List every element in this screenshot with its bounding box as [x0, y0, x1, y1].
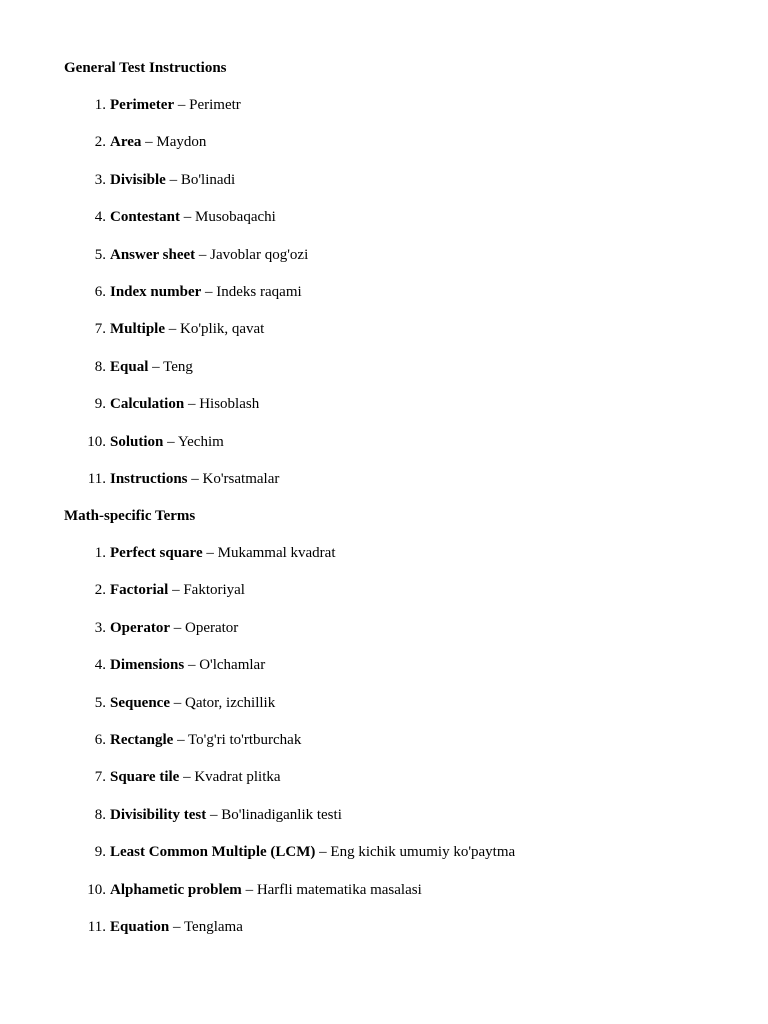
item-number: 9.: [94, 396, 106, 413]
uzbek-translation: Eng kichik umumiy ko'paytma: [330, 844, 516, 861]
term-separator: –: [315, 844, 331, 861]
term-entry: [110, 470, 279, 488]
term-separator: –: [148, 358, 164, 375]
uzbek-translation: Harfli matematika masalasi: [256, 881, 422, 898]
list-item: [0, 619, 768, 656]
item-number: 1.: [94, 545, 106, 561]
term-separator: –: [141, 134, 157, 151]
term-entry: [110, 694, 275, 712]
english-term: Operator: [110, 619, 170, 636]
term-separator: –: [169, 619, 185, 636]
list-item: [0, 320, 768, 357]
english-term: Index number: [110, 283, 202, 300]
term-entry: [110, 806, 342, 824]
term-entry: [110, 918, 243, 936]
english-term: Equation: [110, 918, 170, 935]
term-separator: –: [201, 283, 217, 300]
item-number: 6.: [94, 731, 106, 748]
term-separator: –: [184, 657, 200, 674]
term-separator: –: [169, 918, 184, 935]
term-entry: [110, 358, 193, 376]
item-number: 3.: [94, 619, 106, 636]
item-number: 8.: [94, 806, 106, 823]
list-item: [0, 731, 768, 768]
english-term: Answer sheet: [110, 246, 196, 263]
list-item: [0, 843, 768, 880]
list-item: [0, 694, 768, 731]
english-term: Area: [110, 134, 142, 151]
uzbek-translation: Bo'linadi: [180, 171, 236, 188]
term-separator: –: [184, 396, 200, 413]
english-term: Instructions: [110, 470, 188, 487]
list-item: [0, 433, 768, 470]
term-entry: [110, 544, 336, 562]
list-item: [0, 544, 768, 581]
english-term: Dimensions: [110, 657, 185, 674]
term-entry: [110, 581, 245, 599]
uzbek-translation: Ko'rsatmalar: [202, 470, 280, 487]
term-separator: –: [174, 97, 190, 113]
term-entry: [110, 133, 206, 151]
english-term: Contestant: [110, 209, 180, 226]
term-separator: –: [165, 321, 180, 338]
english-term: Square tile: [110, 769, 180, 786]
list-item: [0, 133, 768, 170]
item-number: 4.: [94, 209, 106, 226]
english-term: Sequence: [110, 694, 170, 711]
english-term: Least Common Multiple (LCM): [110, 844, 316, 861]
term-entry: [110, 246, 308, 264]
english-term: Solution: [110, 433, 164, 450]
term-entry: [110, 208, 276, 226]
uzbek-translation: Operator: [184, 619, 239, 636]
list-item: [0, 581, 768, 618]
item-number: 7.: [94, 321, 106, 338]
english-term: Factorial: [110, 582, 169, 599]
term-entry: [110, 843, 515, 861]
section-heading-math-specific-terms: Math-specific Terms: [64, 508, 196, 524]
item-number: 4.: [94, 657, 106, 674]
uzbek-translation: Perimetr: [189, 97, 241, 113]
term-separator: –: [170, 694, 185, 711]
list-item: [0, 171, 768, 208]
item-number: 11.: [87, 918, 106, 935]
term-entry: [110, 171, 235, 189]
term-entry: [110, 320, 264, 338]
term-entry: [110, 881, 422, 899]
uzbek-translation: Qator, izchillik: [185, 694, 276, 711]
term-entry: [110, 619, 238, 637]
english-term: Multiple: [110, 321, 165, 338]
list-item: [0, 358, 768, 395]
uzbek-translation: To'g'ri to'rtburchak: [188, 731, 302, 748]
list-item: [0, 806, 768, 843]
term-entry: [110, 731, 301, 749]
term-separator: –: [202, 545, 218, 561]
uzbek-translation: Yechim: [177, 433, 224, 450]
list-item: [0, 246, 768, 283]
uzbek-translation: Faktoriyal: [183, 582, 245, 599]
item-number: 5.: [94, 246, 106, 263]
english-term: Equal: [110, 358, 149, 375]
english-term: Rectangle: [110, 731, 174, 748]
item-number: 3.: [94, 171, 106, 188]
term-list-math: [0, 544, 768, 955]
term-separator: –: [180, 209, 195, 226]
list-item: [0, 768, 768, 805]
list-item: [0, 918, 768, 955]
english-term: Perimeter: [110, 97, 175, 113]
term-separator: –: [168, 582, 184, 599]
list-item: [0, 283, 768, 320]
english-term: Divisibility test: [110, 806, 207, 823]
item-number: 8.: [94, 358, 106, 375]
english-term: Calculation: [110, 396, 185, 413]
item-number: 6.: [94, 283, 106, 300]
item-number: 2.: [94, 582, 106, 599]
uzbek-translation: Javoblar qog'ozi: [210, 246, 309, 263]
english-term: Divisible: [110, 171, 166, 188]
uzbek-translation: Teng: [163, 358, 193, 375]
term-list-general: [0, 96, 768, 507]
uzbek-translation: Hisoblash: [199, 396, 260, 413]
item-number: 5.: [94, 694, 106, 711]
term-entry: [110, 768, 281, 786]
term-separator: –: [241, 881, 257, 898]
item-number: 10.: [87, 881, 106, 898]
uzbek-translation: Bo'linadiganlik testi: [221, 806, 342, 823]
list-item: [0, 470, 768, 507]
term-separator: –: [179, 769, 195, 786]
term-separator: –: [163, 433, 178, 450]
term-entry: [110, 433, 224, 451]
list-item: [0, 656, 768, 693]
term-entry: [110, 395, 259, 413]
list-item: [0, 881, 768, 918]
uzbek-translation: Maydon: [156, 134, 207, 151]
uzbek-translation: Ko'plik, qavat: [180, 321, 265, 338]
term-separator: –: [206, 806, 222, 823]
item-number: 2.: [94, 134, 106, 151]
term-entry: [110, 656, 265, 674]
item-number: 11.: [87, 470, 106, 487]
uzbek-translation: Musobaqachi: [195, 209, 276, 226]
term-separator: –: [165, 171, 181, 188]
uzbek-translation: Tenglama: [183, 918, 243, 935]
term-separator: –: [195, 246, 211, 263]
english-term: Perfect square: [110, 545, 203, 561]
item-number: 10.: [87, 433, 106, 450]
list-item: [0, 96, 768, 133]
item-number: 9.: [94, 844, 106, 861]
item-number: 1.: [94, 97, 106, 113]
list-item: [0, 208, 768, 245]
english-term: Alphametic problem: [110, 881, 242, 898]
uzbek-translation: Kvadrat plitka: [194, 769, 281, 786]
item-number: 7.: [94, 769, 106, 786]
uzbek-translation: Indeks raqami: [216, 283, 302, 300]
term-separator: –: [173, 731, 189, 748]
list-item: [0, 395, 768, 432]
section-heading-general-test-instructions: General Test Instructions: [64, 60, 227, 76]
uzbek-translation: O'lchamlar: [199, 657, 266, 674]
term-separator: –: [187, 470, 203, 487]
term-entry: [110, 283, 302, 301]
uzbek-translation: Mukammal kvadrat: [217, 545, 336, 561]
term-entry: [110, 96, 241, 114]
